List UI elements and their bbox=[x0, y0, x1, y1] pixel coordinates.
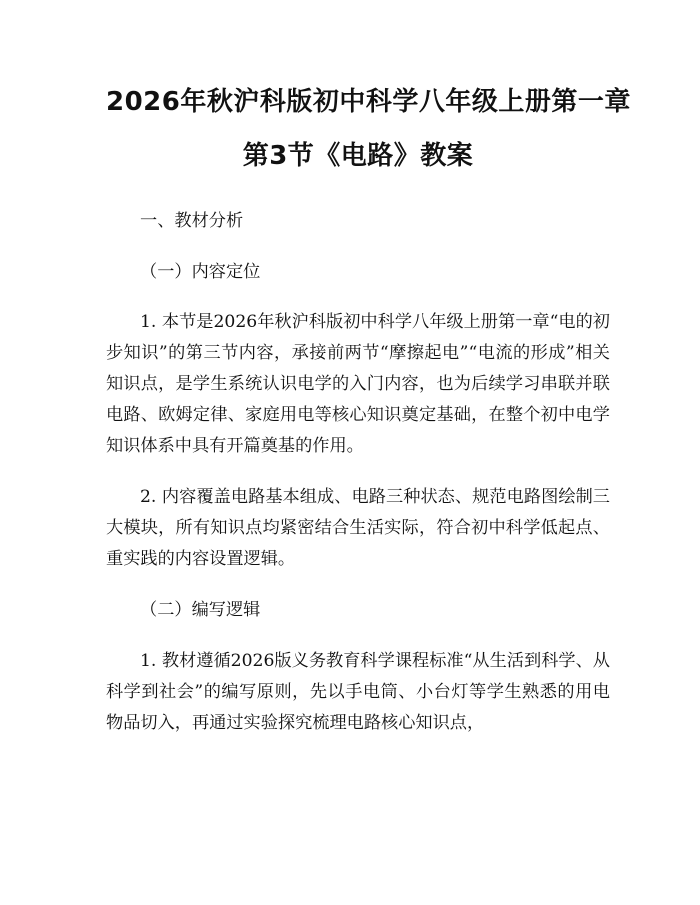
paragraph-2: 2. 内容覆盖电路基本组成、电路三种状态、规范电路图绘制三大模块，所有知识点均紧密结合生活实际，符合初中科学低起点、重实践的内容设置逻辑。 bbox=[106, 487, 610, 569]
paragraph-3: 1. 教材遵循2026版义务教育科学课程标准“从生活到科学、从科学到社会”的编写原则，先以手电筒、小台灯等学生熟悉的用电物品切入，再通过实验探究梳理电路核心知识点， bbox=[106, 651, 610, 733]
document-title-line-2: 第3节《电路》教案 bbox=[242, 141, 474, 171]
document-title-line-1: 2026年秋沪科版初中科学八年级上册第一章 bbox=[106, 87, 631, 117]
subsection-heading-content-positioning: （一）内容定位 bbox=[140, 262, 261, 282]
subsection-heading-writing-logic: （二）编写逻辑 bbox=[140, 600, 261, 620]
paragraph-1: 1. 本节是2026年秋沪科版初中科学八年级上册第一章“电的初步知识”的第三节内容，承接前两节“摩擦起电”“电流的形成”相关知识点，是学生系统认识电学的入门内容，也为后续学习串联并联电路、欧姆定律、家庭用电等核心知识奠定基础，在整个初中电学知识体系中具有开篇奠基的作用。 bbox=[106, 312, 610, 456]
section-heading-textbook-analysis: 一、教材分析 bbox=[140, 211, 244, 231]
